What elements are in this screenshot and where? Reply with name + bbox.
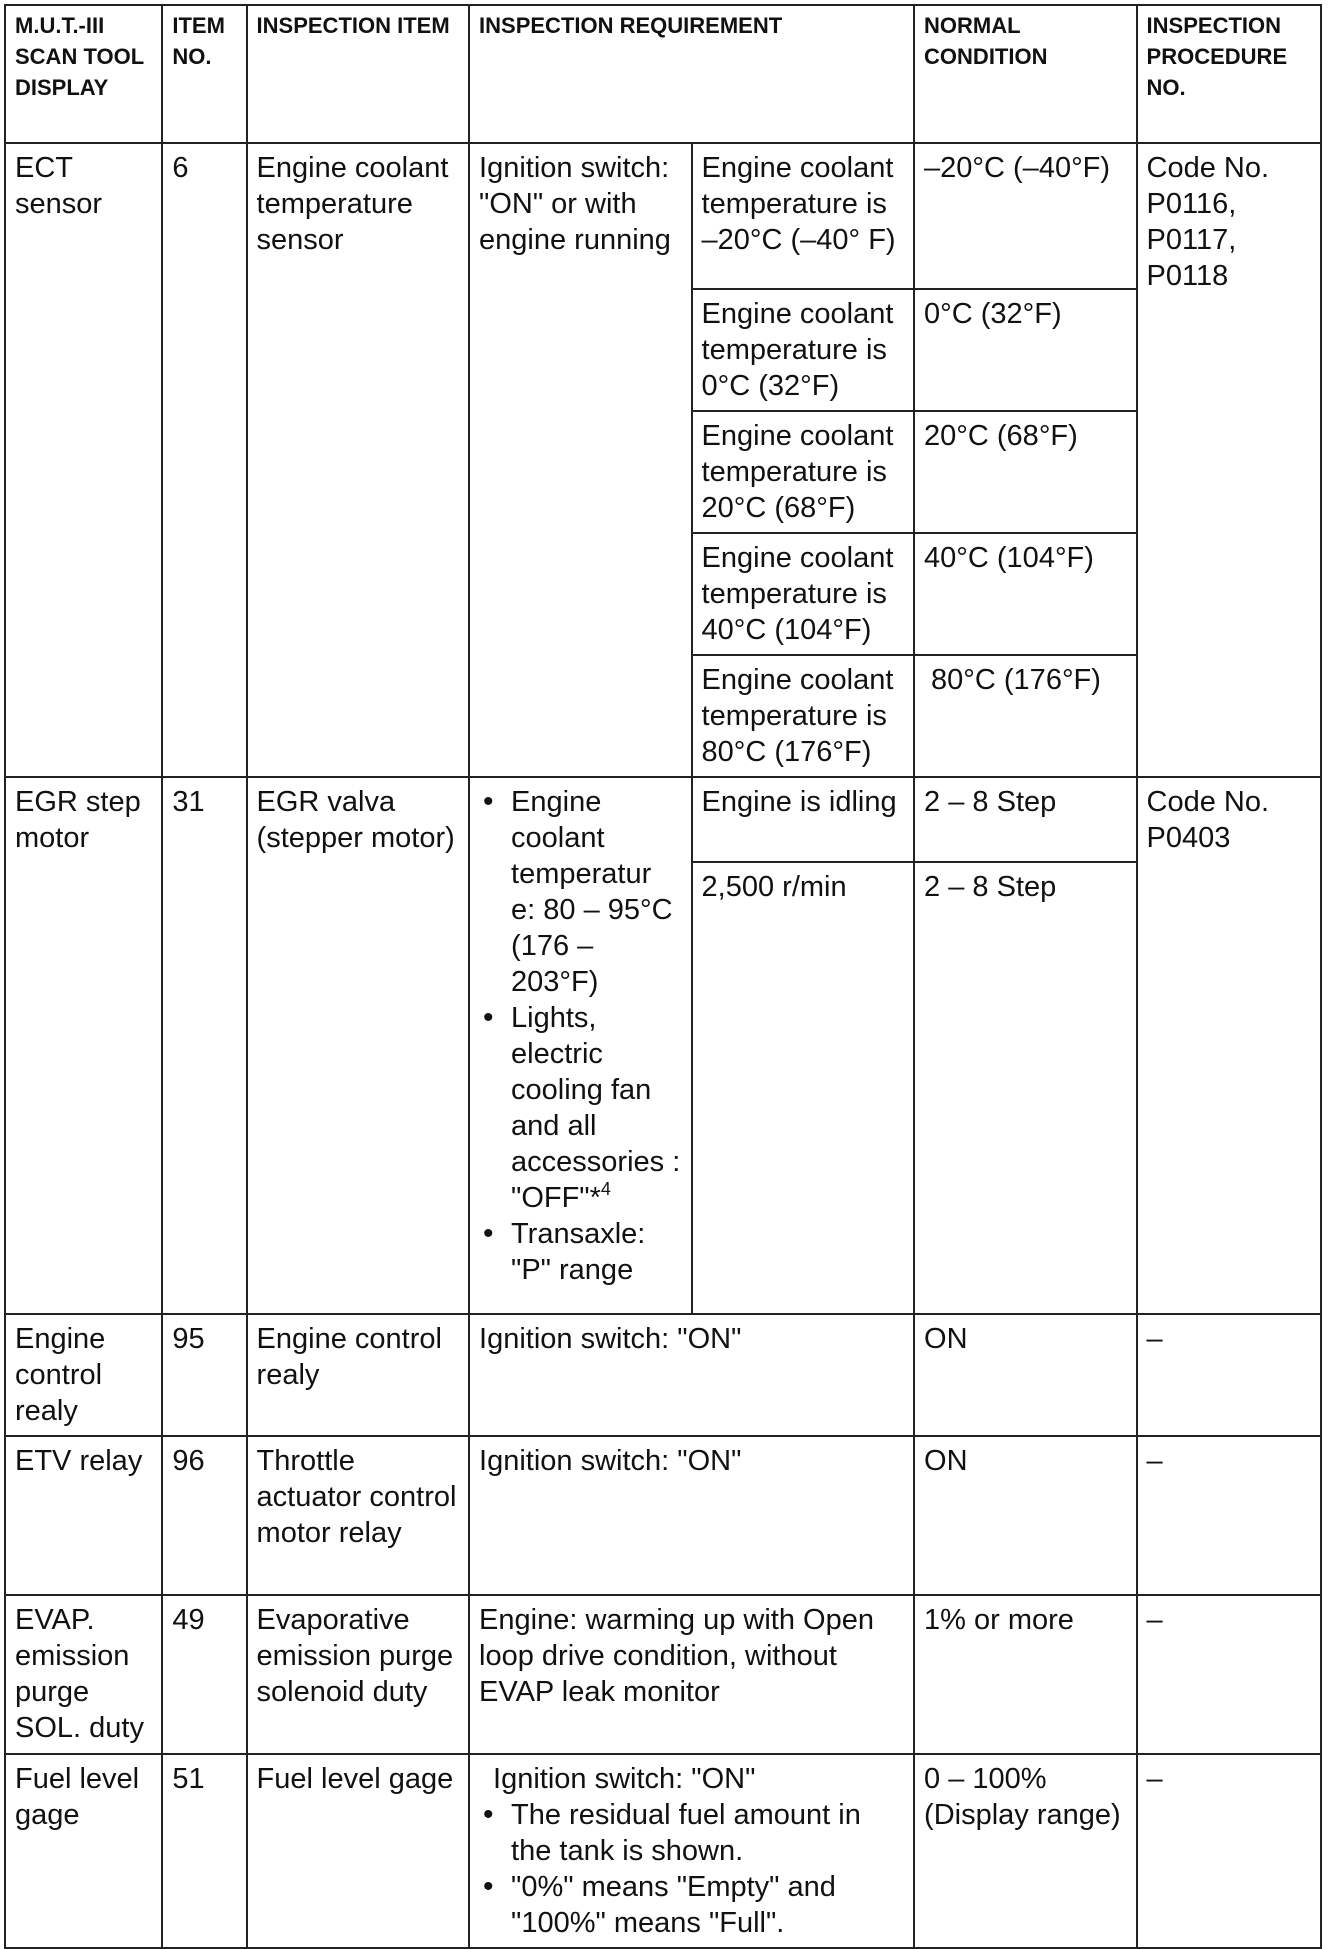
etv-normal: ON xyxy=(914,1436,1137,1595)
egr-display: EGR step motor xyxy=(5,777,162,1314)
table-row-etv-relay xyxy=(5,1436,1321,1595)
table-row-ect xyxy=(5,143,1321,289)
fuel-item-no: 51 xyxy=(162,1754,246,1948)
header-inspection-requirement: INSPECTION REQUIREMENT xyxy=(469,5,914,143)
ect-condition-requirement: Engine coolant temperature is –20°C (–40° F) xyxy=(692,143,915,289)
list-item xyxy=(479,784,683,1000)
evap-procedure: – xyxy=(1137,1595,1321,1754)
evap-item-no: 49 xyxy=(162,1595,246,1754)
ect-condition-requirement: Engine coolant temperature is 80°C (176°F) xyxy=(692,655,915,777)
header-row xyxy=(5,5,1321,143)
fuel-normal: 0 – 100% (Display range) xyxy=(914,1754,1137,1948)
egr-condition-normal: 2 – 8 Step xyxy=(914,862,1137,1314)
fuel-bullet-text: The residual fuel amount in the tank is shown. xyxy=(511,1799,861,1867)
fuel-bullet-text: "0%" means "Empty" and "100%" means "Full". xyxy=(511,1871,836,1939)
ect-condition-requirement: Engine coolant temperature is 20°C (68°F) xyxy=(692,411,915,533)
fuel-inspection-item: Fuel level gage xyxy=(247,1754,470,1948)
ect-item-no: 6 xyxy=(162,143,246,777)
header-inspection-item: INSPECTION ITEM xyxy=(247,5,470,143)
egr-condition-normal: 2 – 8 Step xyxy=(914,777,1137,862)
list-item xyxy=(479,1000,683,1216)
egr-inspection-item: EGR valva (stepper motor) xyxy=(247,777,470,1314)
etv-inspection-item: Throttle actuator control motor relay xyxy=(247,1436,470,1595)
relay-item-no: 95 xyxy=(162,1314,246,1436)
ect-condition-requirement: Engine coolant temperature is 0°C (32°F) xyxy=(692,289,915,411)
fuel-procedure: – xyxy=(1137,1754,1321,1948)
fuel-display: Fuel level gage xyxy=(5,1754,162,1948)
egr-requirement-list xyxy=(479,784,683,1288)
egr-procedure: Code No. P0403 xyxy=(1137,777,1321,1314)
relay-inspection-item: Engine control realy xyxy=(247,1314,470,1436)
egr-bullet-text: Engine coolant temperatur e: 80 – 95°C (176 – 203°F) xyxy=(511,786,673,998)
etv-procedure: – xyxy=(1137,1436,1321,1595)
ect-procedure: Code No. P0116, P0117, P0118 xyxy=(1137,143,1321,777)
etv-requirement: Ignition switch: "ON" xyxy=(469,1436,914,1595)
ect-condition-normal: 40°C (104°F) xyxy=(914,533,1137,655)
ect-inspection-item: Engine coolant temperature sensor xyxy=(247,143,470,777)
evap-display: EVAP. emission purge SOL. duty xyxy=(5,1595,162,1754)
ect-condition-normal: –20°C (–40°F) xyxy=(914,143,1137,289)
ect-condition-normal: 0°C (32°F) xyxy=(914,289,1137,411)
header-item-no: ITEM NO. xyxy=(162,5,246,143)
list-item xyxy=(479,1797,905,1869)
footnote-mark: 4 xyxy=(600,1179,611,1199)
relay-procedure: – xyxy=(1137,1314,1321,1436)
list-item xyxy=(479,1216,683,1288)
fuel-requirement xyxy=(469,1754,914,1948)
ect-condition-normal: 20°C (68°F) xyxy=(914,411,1137,533)
ect-condition-requirement: Engine coolant temperature is 40°C (104°F) xyxy=(692,533,915,655)
etv-item-no: 96 xyxy=(162,1436,246,1595)
header-scan-tool-display: M.U.T.-III SCAN TOOL DISPLAY xyxy=(5,5,162,143)
evap-inspection-item: Evaporative emission purge solenoid duty xyxy=(247,1595,470,1754)
fuel-requirement-list xyxy=(479,1797,905,1941)
ect-requirement: Ignition switch: "ON" or with engine running xyxy=(469,143,692,777)
ect-display: ECT sensor xyxy=(5,143,162,777)
ect-condition-normal: 80°C (176°F) xyxy=(914,655,1137,777)
fuel-requirement-text: Ignition switch: "ON" xyxy=(493,1763,756,1795)
egr-condition-requirement: 2,500 r/min xyxy=(692,862,915,1314)
egr-condition-requirement: Engine is idling xyxy=(692,777,915,862)
egr-bullet-text: Lights, electric cooling fan and all accessories : "OFF"* xyxy=(511,1002,681,1214)
egr-bullet-text: Transaxle: "P" range xyxy=(511,1218,646,1286)
table-row-engine-control-relay xyxy=(5,1314,1321,1436)
table-row-egr xyxy=(5,777,1321,862)
relay-display: Engine control realy xyxy=(5,1314,162,1436)
table-row-evap xyxy=(5,1595,1321,1754)
list-item xyxy=(479,1869,905,1941)
evap-requirement: Engine: warming up with Open loop drive condition, without EVAP leak monitor xyxy=(469,1595,914,1754)
evap-normal: 1% or more xyxy=(914,1595,1137,1754)
header-normal-condition: NORMAL CONDITION xyxy=(914,5,1137,143)
relay-normal: ON xyxy=(914,1314,1137,1436)
etv-display: ETV relay xyxy=(5,1436,162,1595)
header-inspection-procedure-no: INSPECTION PROCEDURE NO. xyxy=(1137,5,1321,143)
table-row-fuel xyxy=(5,1754,1321,1948)
inspection-table xyxy=(4,4,1322,1949)
egr-requirement xyxy=(469,777,692,1314)
relay-requirement: Ignition switch: "ON" xyxy=(469,1314,914,1436)
egr-item-no: 31 xyxy=(162,777,246,1314)
